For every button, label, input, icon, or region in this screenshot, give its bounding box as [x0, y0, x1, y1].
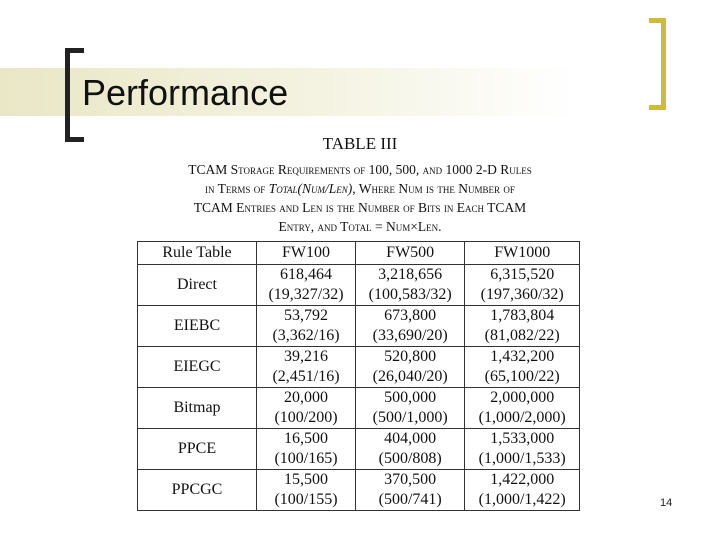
caption-line-2-italic: Total(Num/Len): [268, 181, 353, 196]
cell-num-len: (3,362/16): [272, 327, 340, 344]
caption-line-3: TCAM Entries and Len is the Number of Bits in Each TCAM: [193, 200, 527, 215]
table-row: [138, 347, 580, 388]
table-cell: [465, 265, 580, 306]
row-label: EIEGC: [138, 347, 257, 388]
table-header-row: [138, 242, 580, 265]
table-cell: [465, 470, 580, 511]
cell-num-len: (65,100/22): [484, 368, 560, 385]
cell-num-len: (100/165): [274, 450, 338, 467]
cell-num-len: (19,327/32): [268, 286, 344, 303]
row-label: PPCGC: [138, 470, 257, 511]
table-row: [138, 388, 580, 429]
cell-num-len: (33,690/20): [372, 327, 448, 344]
cell-total: 1,422,000: [490, 471, 555, 488]
caption-line-2: [126, 179, 594, 198]
caption-line-2-start: in Terms of: [205, 181, 269, 196]
cell-num-len: (100/200): [274, 409, 338, 426]
table-cell: [257, 265, 356, 306]
table-cell: [257, 347, 356, 388]
row-label: Direct: [138, 265, 257, 306]
row-label: Bitmap: [138, 388, 257, 429]
table-cell: [465, 306, 580, 347]
cell-num-len: (197,360/32): [480, 286, 564, 303]
table-row: [138, 429, 580, 470]
row-label: EIEBC: [138, 306, 257, 347]
cell-num-len: (2,451/16): [272, 368, 340, 385]
cell-num-len: (500/741): [378, 491, 442, 508]
table-cell: [355, 347, 464, 388]
cell-total: 404,000: [384, 430, 437, 447]
cell-total: 16,500: [283, 430, 328, 447]
header-fw1000: FW1000: [465, 242, 580, 265]
cell-total: 1,783,804: [490, 307, 555, 324]
cell-num-len: (500/808): [378, 450, 442, 467]
caption-line-1: TCAM Storage Requirements of 100, 500, and 1000 2-D Rules: [188, 162, 532, 177]
table-cell: [257, 470, 356, 511]
table-caption: [126, 160, 594, 236]
cell-total: 1,432,200: [490, 348, 555, 365]
cell-total: 500,000: [384, 389, 437, 406]
slide-title: Performance: [82, 72, 289, 113]
table-cell: [355, 470, 464, 511]
cell-total: 53,792: [283, 307, 328, 324]
cell-num-len: (1,000/1,422): [478, 491, 566, 508]
cell-num-len: (1,000/1,533): [478, 450, 566, 467]
cell-total: 3,218,656: [378, 266, 443, 283]
cell-num-len: (100,583/32): [368, 286, 452, 303]
cell-total: 370,500: [384, 471, 437, 488]
header-rule-table: Rule Table: [138, 242, 257, 265]
caption-line-2-end: , Where Num is the Number of: [352, 181, 515, 196]
cell-total: 20,000: [283, 389, 328, 406]
table-row: [138, 306, 580, 347]
cell-num-len: (81,082/22): [484, 327, 560, 344]
tcam-storage-table: [137, 241, 580, 511]
cell-total: 673,800: [384, 307, 437, 324]
table-cell: [465, 347, 580, 388]
row-label: PPCE: [138, 429, 257, 470]
cell-num-len: (500/1,000): [372, 409, 448, 426]
table-cell: [355, 429, 464, 470]
caption-line-4: Entry, and Total = Num×Len.: [278, 219, 442, 234]
page-number: 14: [660, 497, 673, 509]
cell-num-len: (26,040/20): [372, 368, 448, 385]
table-cell: [355, 306, 464, 347]
table-row: [138, 470, 580, 511]
cell-total: 2,000,000: [490, 389, 555, 406]
table-cell: [257, 388, 356, 429]
cell-total: 6,315,520: [490, 266, 555, 283]
cell-total: 15,500: [283, 471, 328, 488]
table-label: TABLE III: [322, 134, 398, 153]
cell-total: 618,464: [279, 266, 332, 283]
cell-num-len: (100/155): [274, 491, 338, 508]
table-row: [138, 265, 580, 306]
table-cell: [355, 265, 464, 306]
cell-total: 1,533,000: [490, 430, 555, 447]
right-bracket-decoration: [649, 18, 666, 110]
table-cell: [465, 388, 580, 429]
cell-num-len: (1,000/2,000): [478, 409, 566, 426]
table-cell: [257, 306, 356, 347]
header-fw100: FW100: [257, 242, 356, 265]
cell-total: 520,800: [384, 348, 437, 365]
table-cell: [355, 388, 464, 429]
header-fw500: FW500: [355, 242, 464, 265]
table-cell: [465, 429, 580, 470]
table-cell: [257, 429, 356, 470]
cell-total: 39,216: [283, 348, 328, 365]
